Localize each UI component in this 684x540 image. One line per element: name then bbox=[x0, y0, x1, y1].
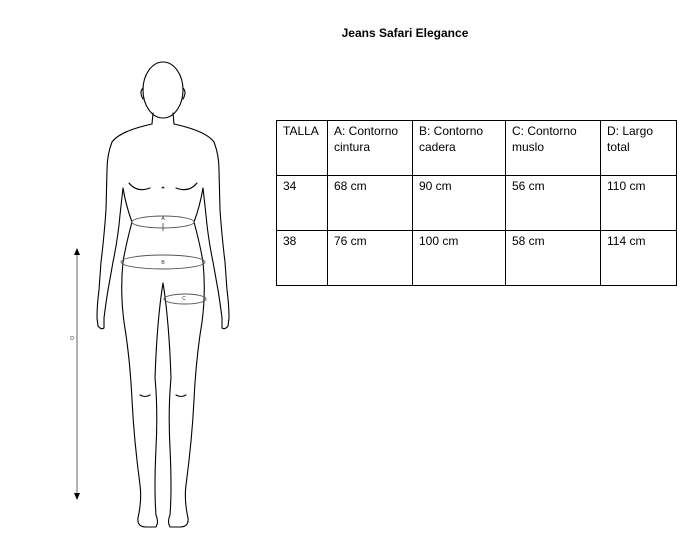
table-cell: 76 cm bbox=[328, 231, 413, 286]
waist-label: A bbox=[161, 216, 165, 222]
figure-chest bbox=[129, 183, 197, 190]
table-cell: 38 bbox=[277, 231, 328, 286]
size-table bbox=[276, 120, 677, 286]
table-cell: 110 cm bbox=[601, 176, 677, 231]
hip-label: B bbox=[161, 260, 165, 266]
table-cell: 58 cm bbox=[506, 231, 601, 286]
table-cell: 34 bbox=[277, 176, 328, 231]
thigh-label: C bbox=[182, 296, 186, 302]
table-header-row bbox=[277, 121, 677, 176]
table-cell: 90 cm bbox=[413, 176, 506, 231]
table-cell: 114 cm bbox=[601, 231, 677, 286]
document-title: Jeans Safari Elegance bbox=[341, 26, 469, 40]
table-cell: 100 cm bbox=[413, 231, 506, 286]
figure-inner-leg-left bbox=[155, 283, 163, 378]
length-arrow-top bbox=[74, 248, 80, 255]
table-row bbox=[277, 176, 677, 231]
figure-torso-right bbox=[194, 188, 203, 262]
length-arrow-bottom bbox=[74, 493, 80, 500]
header-cell: A: Contorno cintura bbox=[328, 121, 413, 176]
table-cell: 56 cm bbox=[506, 176, 601, 231]
figure-inner-leg-right bbox=[163, 283, 171, 378]
length-label: D bbox=[70, 336, 74, 342]
header-cell: TALLA bbox=[277, 121, 328, 176]
figure-leg-right bbox=[169, 262, 205, 527]
figure-head bbox=[143, 62, 183, 118]
header-cell: B: Contorno cadera bbox=[413, 121, 506, 176]
figure-knees bbox=[140, 395, 186, 397]
header-cell: D: Largo total bbox=[601, 121, 677, 176]
table-cell: 68 cm bbox=[328, 176, 413, 231]
figure-leg-left bbox=[122, 262, 158, 527]
table-row bbox=[277, 231, 677, 286]
figure-torso-left bbox=[123, 188, 132, 262]
header-cell: C: Contorno muslo bbox=[506, 121, 601, 176]
